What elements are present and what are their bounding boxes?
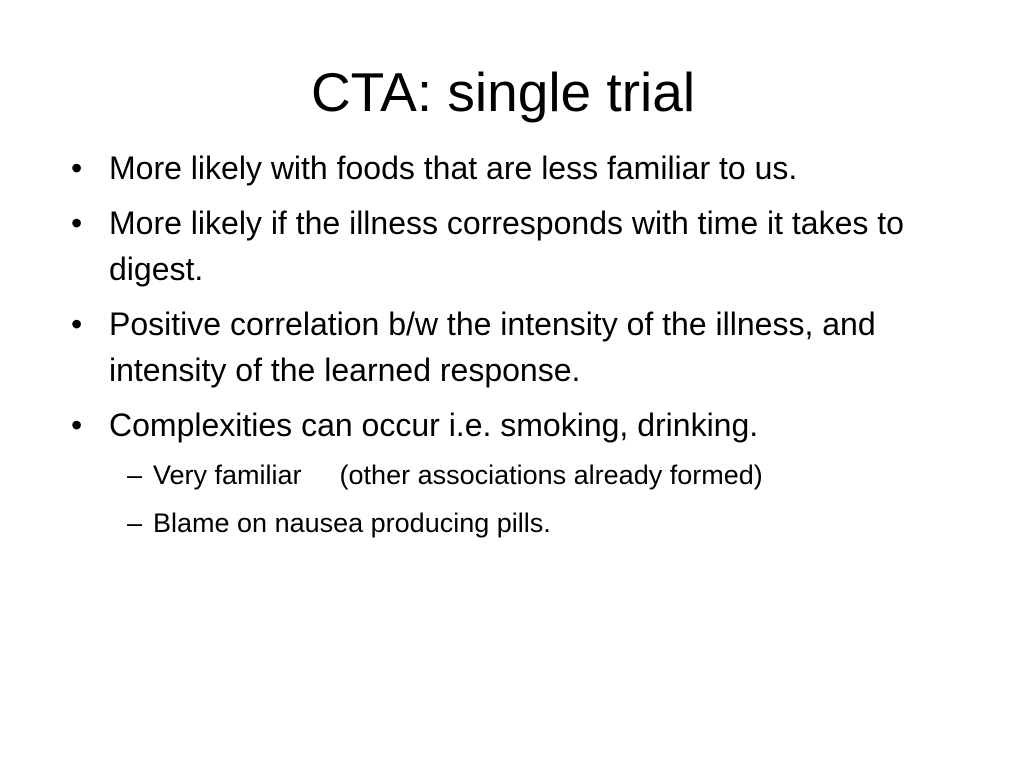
sub-bullet-text: Blame on nausea producing pills. [153, 508, 551, 538]
bullet-text: More likely with foods that are less familiar to us. [109, 150, 798, 186]
bullet-text: Complexities can occur i.e. smoking, drinking. [109, 407, 759, 443]
dash-marker: – [127, 508, 143, 538]
bullet-text: Positive correlation b/w the intensity of the illness, and intensity of the learned response. [109, 306, 876, 388]
sub-bullet-item [71, 505, 971, 541]
bullet-item [71, 200, 971, 292]
slide-title: CTA: single trial [310, 61, 696, 123]
sub-bullet-note: (other associations already formed) [339, 460, 763, 490]
sub-bullet-list [71, 457, 971, 541]
dash-marker: – [127, 460, 143, 490]
bullet-marker: • [71, 306, 83, 342]
sub-bullet-item [71, 457, 971, 493]
bullet-marker: • [71, 205, 83, 241]
bullet-item [71, 402, 971, 448]
bullet-item [71, 145, 971, 191]
bullet-marker: • [71, 407, 83, 443]
sub-bullet-group [71, 457, 971, 541]
bullet-list [71, 145, 971, 553]
sub-bullet-text: Very familiar [153, 460, 302, 490]
bullet-text: More likely if the illness corresponds with time it takes to digest. [109, 205, 904, 287]
bullet-item [71, 301, 971, 393]
bullet-marker: • [71, 150, 83, 186]
